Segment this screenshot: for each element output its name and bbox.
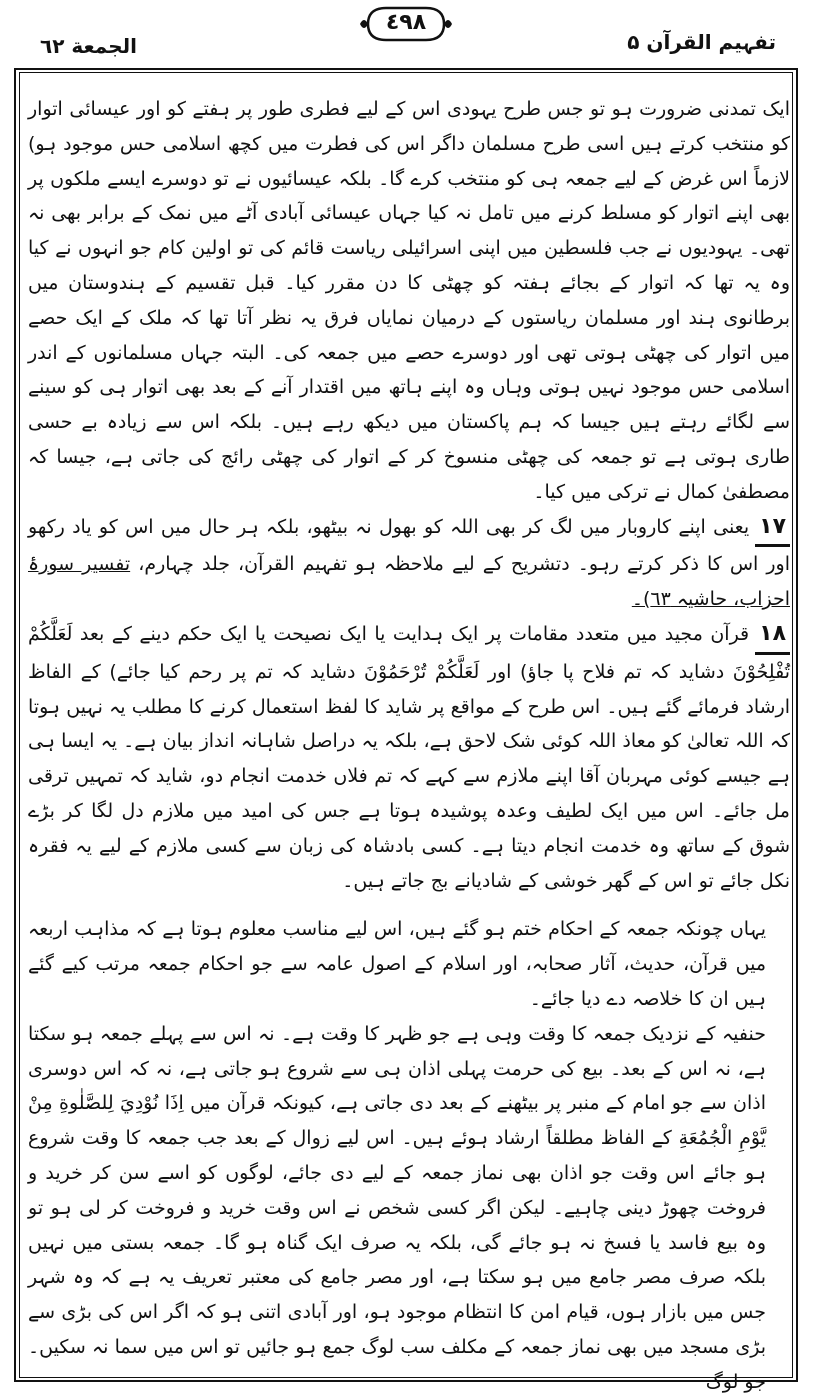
footnote-text: قرآن مجید میں متعدد مقامات پر ایک ہدایت یا ایک نصیحت یا ایک حکم دینے کے بعد لَعَلَّكُمْ تُفْلِحُوْنَ دشاید کہ تم فلاح پا جاؤ) اور لَعَلَّكُمْ تُرْحَمُوْنَ دشاید کہ تم پر رحم کیا جائے) کے الفاظ ارشاد فرمائے گئے ہیں۔ اس طرح کے مواقع پر شاید کا لفظ استعمال کرنے کا مطلب یہ نہیں ہوتا کہ اللہ تعالیٰ کو معاذ اللہ کوئی شک لاحق ہے، بلکہ یہ دراصل شاہانہ انداز بیان ہے۔ یہ ایسا ہی ہے جیسے کوئی مہربان آقا اپنے ملازم سے کہے کہ تم فلاں خدمت انجام دو، شاید کہ تمہیں ترقی مل جائے۔ اس میں ایک لطیف وعدہ پوشیدہ ہوتا ہے جس کی امید میں ملازم دل لگا کر بڑے شوق کے ساتھ وہ خدمت انجام دیتا ہے۔ کسی بادشاہ کی زبان سے کسی ملازم کے لیے یہ فقرہ نکل جائے تو اس کے گھر خوشی کے شادیانے بج جاتے ہیں۔ [28, 622, 790, 892]
surah-header: الجمعة ٦٢ [40, 34, 137, 58]
footnote-number: ۱۷ [755, 510, 790, 548]
paragraph-hanafi: حنفیہ کے نزدیک جمعہ کا وقت وہی ہے جو ظہر کا وقت ہے۔ نہ اس سے پہلے جمعہ ہو سکتا ہے، نہ اس کے بعد۔ بیع کی حرمت پہلی اذان ہی سے شروع ہو جاتی ہے، نہ کہ اس دوسری اذان سے جو امام کے منبر پر بیٹھنے کے بعد دی جاتی ہے، کیونکہ قرآن میں اِذَا نُوْدِيَ لِلصَّلٰوةِ مِنْ يَّوْمِ الْجُمُعَةِ کے الفاظ مطلقاً ارشاد ہوئے ہیں۔ اس لیے زوال کے بعد جب جمعہ کا وقت شروع ہو جائے اس وقت جو اذان بھی نماز جمعہ کے لیے دی جائے، لوگوں کو اسے سن کر خرید و فروخت چھوڑ دینی چاہیے۔ لیکن اگر کسی شخص نے اس وقت خرید و فروخت کر لی ہو تو وہ بیع فاسد یا فسخ نہ ہو جائے گی، بلکہ یہ صرف ایک گناہ ہو گا۔ جمعہ بستی میں نہیں بلکہ صرف مصر جامع میں ہو سکتا ہے، اور مصر جامع کی معتبر تعریف یہ ہے کہ وہ شہر جس میں بازار ہوں، قیام امن کا انتظام موجود ہو، اور آبادی اتنی ہو کہ اگر اس کی بڑی سے بڑی مسجد میں بھی نماز جمعہ کے مکلف سب لوگ جمع ہو جائیں تو اس میں سما نہ سکیں۔ جو لوگ [28, 1022, 766, 1393]
footnote-17 [28, 510, 790, 617]
paragraph-summary-intro: یہاں چونکہ جمعہ کے احکام ختم ہو گئے ہیں، اس لیے مناسب معلوم ہوتا ہے کہ مذاہب اربعہ میں قرآن، حدیث، آثار صحابہ، اور اسلام کے اصول عامہ سے جو احکام جمعہ مرتب کیے گئے ہیں ان کا خلاصہ دے دیا جائے۔ [28, 918, 766, 1010]
book-title: تفہیم القرآن ۵ [627, 30, 776, 54]
page-header [20, 4, 796, 60]
footnote-reference: تفسیر سورۂ احزاب، حاشیہ ٦٣)۔ [28, 553, 790, 611]
page-number-badge [358, 4, 454, 44]
footnote-number: ۱۸ [755, 617, 790, 655]
footnote-text: یعنی اپنے کاروبار میں لگ کر بھی اللہ کو بھول نہ بیٹھو، بلکہ ہر حال میں اس کو یاد رکھو اور اس کا ذکر کرتے رہو۔ دتشریح کے لیے ملاحظہ ہو تفہیم القرآن، جلد چہارم، [28, 515, 791, 576]
paragraph-1: ایک تمدنی ضرورت ہو تو جس طرح یہودی اس کے لیے فطری طور پر ہفتے کو اور عیسائی اتوار کو منتخب کرتے ہیں اسی طرح مسلمان داگر اس کی فطرت میں کچھ اسلامی حس موجود ہو) لازماً اس غرض کے لیے جمعہ ہی کو منتخب کرے گا۔ بلکہ عیسائیوں نے تو دوسرے ایسے ملکوں پر بھی اپنے اتوار کو مسلط کرنے میں تامل نہ کیا جہاں عیسائی آبادی آٹے میں نمک کے برابر بھی نہ تھی۔ یہودیوں نے جب فلسطین میں اپنی اسرائیلی ریاست قائم کی تو اولین کام جو انہوں نے کیا وہ یہ تھا کہ اتوار کے بجائے ہفتہ کو چھٹی کا دن مقرر کیا۔ قبل تقسیم کے ہندوستان میں برطانوی ہند اور مسلمان ریاستوں کے درمیان نمایاں فرق یہ نظر آتا تھا کہ ملک کے ایک حصے میں اتوار کی چھٹی ہوتی تھی اور دوسرے حصے میں جمعہ کی۔ البتہ جہاں مسلمانوں کے اندر اسلامی حس موجود نہیں ہوتی وہاں وہ اپنے ہاتھ میں اقتدار آنے کے بعد بھی اتوار ہی کو سینے سے لگائے رہتے ہیں جیسا کہ ہم پاکستان میں دیکھ رہے ہیں۔ بلکہ اس سے زیادہ بے حسی طاری ہوتی ہے تو جمعہ کی چھٹی منسوخ کر کے اتوار کی چھٹی رائج کی جاتی ہے، جیسا کہ مصطفیٰ کمال نے ترکی میں کیا۔ [28, 98, 790, 503]
page-number: ٤٩٨ [385, 10, 427, 35]
page-body [28, 92, 791, 1393]
footnote-18 [28, 617, 790, 898]
